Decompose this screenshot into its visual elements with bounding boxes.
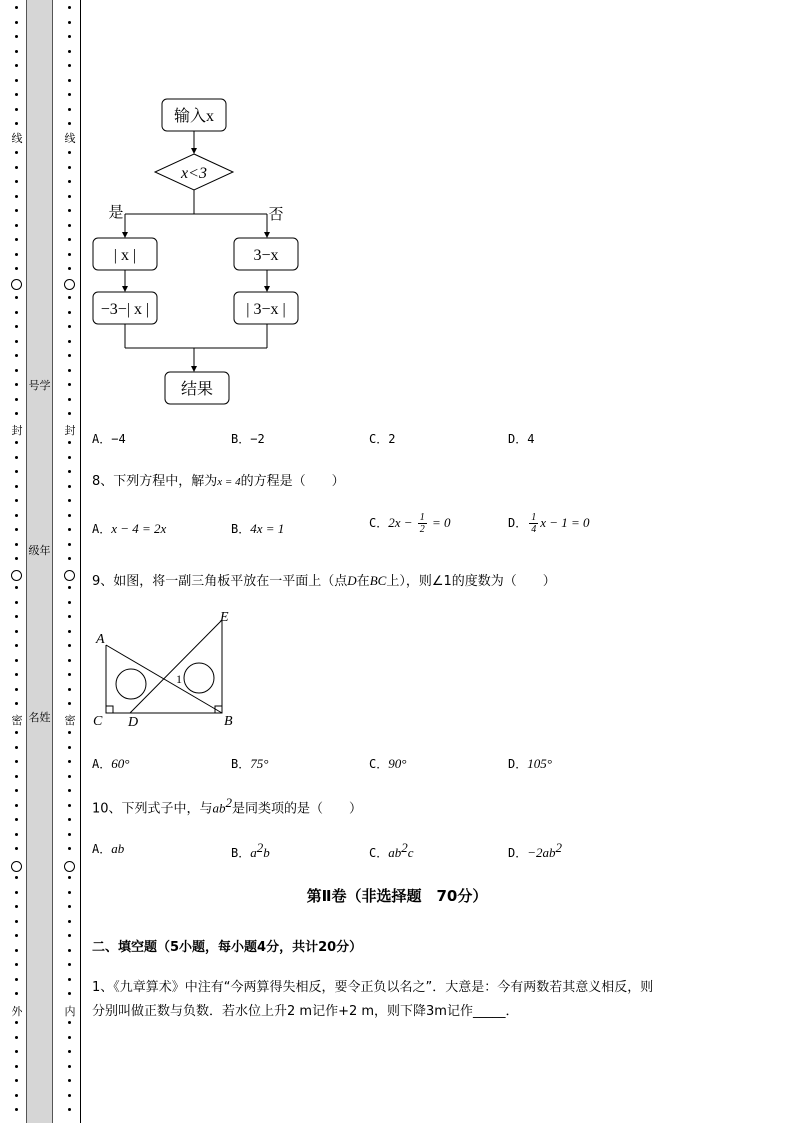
margin-dot [15, 21, 18, 24]
margin-dot [15, 456, 18, 459]
margin-dot [68, 166, 71, 169]
flow-yes-label: 是 [108, 205, 124, 221]
outer-circle-mark [11, 570, 22, 581]
margin-dot [68, 311, 71, 314]
inner-seal-seal: 封 [62, 424, 78, 438]
margin-dot [68, 383, 71, 386]
margin-dot [15, 224, 18, 227]
q8-option-c[interactable]: C．2x − $\frac{1}{2}$ = 0 [369, 512, 451, 535]
triangle-hole-left [116, 669, 146, 699]
inner-seal-line: 线 [62, 132, 78, 146]
q9-triangle-figure [92, 605, 242, 730]
margin-dot [15, 949, 18, 952]
part2-title: 第Ⅱ卷（非选择题 70分） [306, 887, 488, 905]
margin-dot [15, 470, 18, 473]
margin-dot [68, 151, 71, 154]
margin-dot [68, 673, 71, 676]
margin-dot [15, 833, 18, 836]
margin-dot [68, 920, 71, 923]
margin-dot [68, 659, 71, 662]
student-id-label: 号学 [28, 379, 51, 392]
margin-dot [68, 601, 71, 604]
margin-dot [68, 21, 71, 24]
margin-dot [15, 557, 18, 560]
margin-dot [68, 340, 71, 343]
margin-dot [68, 818, 71, 821]
margin-dot [15, 818, 18, 821]
name-label: 名姓 [28, 711, 51, 724]
margin-dot [15, 35, 18, 38]
q9-option-a[interactable]: A．60° [92, 756, 130, 771]
arrow-head [122, 232, 128, 238]
margin-dot [68, 789, 71, 792]
class-label: 级年 [28, 544, 51, 557]
margin-dot [68, 354, 71, 357]
margin-dot [15, 108, 18, 111]
margin-dot [68, 847, 71, 850]
flow-input-text: 输入x [173, 108, 215, 125]
margin-dot [15, 963, 18, 966]
margin-dot [68, 209, 71, 212]
flow-left-step1: | x | [113, 247, 137, 264]
margin-dot [15, 934, 18, 937]
margin-dot [15, 253, 18, 256]
margin-dot [15, 296, 18, 299]
q9-option-d[interactable]: D．105° [508, 756, 552, 771]
margin-dot [68, 224, 71, 227]
q9-stem: 9、如图，将一副三角板平放在一平面上（点D在BC上），则∠1的度数为（ ） [92, 573, 556, 589]
margin-dot [15, 992, 18, 995]
margin-dot [15, 760, 18, 763]
margin-dot [15, 804, 18, 807]
margin-dot [68, 1021, 71, 1024]
margin-dot [15, 1108, 18, 1111]
margin-dot [68, 253, 71, 256]
angle-1-label: 1 [176, 672, 182, 686]
margin-dot [68, 499, 71, 502]
outer-circle-mark [11, 279, 22, 290]
margin-dot [15, 702, 18, 705]
flow-output-text: 结果 [180, 381, 214, 398]
margin-dot [68, 50, 71, 53]
arrow-head [122, 286, 128, 292]
inner-dot-column [62, 0, 78, 1123]
margin-dot [15, 499, 18, 502]
margin-dot [68, 296, 71, 299]
q10-option-a[interactable]: A．ab [92, 841, 125, 856]
margin-dot [68, 180, 71, 183]
margin-dot [15, 267, 18, 270]
q8-stem: 8、下列方程中，解为x = 4的方程是（ ） [92, 474, 345, 489]
arrow-head [264, 286, 270, 292]
margin-dot [68, 412, 71, 415]
margin-dot [68, 456, 71, 459]
flow-condition-text: x<3 [181, 165, 207, 182]
margin-dot [68, 1036, 71, 1039]
margin-dot [15, 1021, 18, 1024]
margin-dot [68, 978, 71, 981]
margin-dot [15, 978, 18, 981]
margin-dot [15, 6, 18, 9]
margin-dot [15, 1036, 18, 1039]
margin-dot [68, 702, 71, 705]
margin-dot [68, 644, 71, 647]
q9-option-c[interactable]: C．90° [369, 756, 407, 771]
margin-dot [68, 6, 71, 9]
margin-dot [68, 833, 71, 836]
fill-blank-section-heading: 二、填空题（5小题，每小题4分，共计20分） [92, 940, 363, 955]
margin-dot [15, 543, 18, 546]
inner-circle-mark [64, 279, 75, 290]
q8-option-a[interactable]: A．x − 4 = 2x [92, 521, 167, 536]
outer-seal-secret: 密 [9, 714, 25, 728]
outer-dot-column [9, 0, 25, 1123]
margin-dot [15, 340, 18, 343]
flow-left-step2: −3−| x | [100, 301, 150, 318]
margin-dot [15, 746, 18, 749]
margin-dot [15, 369, 18, 372]
margin-dot [68, 369, 71, 372]
margin-dot [68, 35, 71, 38]
q10-option-b[interactable]: B．$a^2b$ [231, 840, 270, 860]
q7-option-a[interactable]: A．−4 [92, 432, 126, 446]
margin-dot [15, 731, 18, 734]
outer-seal-seal: 封 [9, 424, 25, 438]
inner-seal-inside: 内 [62, 1005, 78, 1019]
label-a: A [96, 632, 105, 647]
margin-dot [15, 412, 18, 415]
arrow-head [264, 232, 270, 238]
margin-dot [15, 79, 18, 82]
margin-dot [68, 470, 71, 473]
outer-circle-mark [11, 861, 22, 872]
q10-option-c[interactable]: C．$ab^2c$ [369, 840, 414, 860]
flow-right-step2: | 3−x | [246, 301, 286, 318]
margin-dot [68, 485, 71, 488]
flowchart [92, 95, 286, 410]
label-d: D [128, 715, 139, 730]
margin-dot [68, 760, 71, 763]
margin-dot [15, 238, 18, 241]
margin-dot [15, 673, 18, 676]
margin-dot [68, 934, 71, 937]
margin-dot [68, 630, 71, 633]
margin-dot [68, 963, 71, 966]
margin-dot [68, 775, 71, 778]
margin-dot [68, 1065, 71, 1068]
margin-dot [68, 108, 71, 111]
margin-dot [15, 441, 18, 444]
margin-dot [68, 1079, 71, 1082]
label-c: C [93, 714, 103, 729]
margin-dot [68, 514, 71, 517]
fill-blank-question-1 [92, 976, 752, 1024]
margin-dot [15, 659, 18, 662]
margin-dot [15, 122, 18, 125]
arrow-head [191, 366, 197, 372]
margin-dot [15, 586, 18, 589]
inner-circle-mark [64, 570, 75, 581]
margin-dot [68, 992, 71, 995]
margin-dot [68, 543, 71, 546]
margin-dot [68, 122, 71, 125]
q7-option-c[interactable]: C．2 [369, 432, 396, 446]
margin-dot [15, 1050, 18, 1053]
margin-dot [68, 557, 71, 560]
margin-dot [15, 1079, 18, 1082]
label-b: B [224, 714, 233, 729]
margin-dot [15, 209, 18, 212]
margin-dot [68, 93, 71, 96]
margin-dot [68, 528, 71, 531]
margin-dot [15, 195, 18, 198]
margin-dot [68, 804, 71, 807]
margin-dot [15, 601, 18, 604]
q8-option-b[interactable]: B．4x = 1 [231, 521, 285, 536]
margin-dot [15, 615, 18, 618]
margin-dot [15, 485, 18, 488]
margin-dot [68, 238, 71, 241]
triangle-hole-right [184, 663, 214, 693]
margin-dot [15, 920, 18, 923]
margin-dot [68, 731, 71, 734]
margin-dot [15, 528, 18, 531]
margin-dot [15, 166, 18, 169]
margin-dot [68, 615, 71, 618]
flow-no-label: 否 [268, 207, 284, 223]
margin-dot [68, 398, 71, 401]
margin-dot [15, 93, 18, 96]
outer-seal-outside: 外 [9, 1005, 25, 1019]
margin-dot [15, 644, 18, 647]
margin-dot [68, 79, 71, 82]
margin-dot [68, 586, 71, 589]
fill-q1-line2: 分别叫做正数与负数．若水位上升2 m记作+2 m，则下降3m记作_____． [92, 1004, 519, 1019]
margin-dot [15, 1094, 18, 1097]
inner-circle-mark [64, 861, 75, 872]
margin-dot [15, 847, 18, 850]
margin-dot [15, 311, 18, 314]
margin-dot [68, 441, 71, 444]
q9-option-b[interactable]: B．75° [231, 756, 269, 771]
flow-right-step1: 3−x [253, 247, 279, 264]
label-e: E [220, 610, 229, 625]
binding-margin [0, 0, 82, 1123]
margin-dot [15, 325, 18, 328]
margin-dot [68, 876, 71, 879]
q7-option-b[interactable]: B．−2 [231, 432, 265, 446]
margin-dot [15, 789, 18, 792]
margin-dot [15, 1065, 18, 1068]
q8-option-d[interactable]: D． $\frac{1}{4}$ x − 1 = 0 [508, 512, 590, 535]
margin-dot [68, 746, 71, 749]
margin-dot [68, 1108, 71, 1111]
margin-dot [15, 514, 18, 517]
margin-dot [15, 50, 18, 53]
outer-seal-line: 线 [9, 132, 25, 146]
q10-stem: 10、下列式子中，与$ab^2$是同类项的是（ ） [92, 795, 363, 817]
margin-dot [15, 383, 18, 386]
margin-dot [68, 949, 71, 952]
margin-dot [15, 180, 18, 183]
inner-seal-secret: 密 [62, 714, 78, 728]
margin-dot [15, 354, 18, 357]
margin-dot [15, 151, 18, 154]
q10-option-d[interactable]: D．$-2ab^2$ [508, 840, 563, 860]
q7-option-d[interactable]: D．4 [508, 432, 535, 446]
margin-dot [68, 1094, 71, 1097]
margin-dot [15, 775, 18, 778]
margin-dot [68, 688, 71, 691]
margin-dot [68, 325, 71, 328]
binding-edge-line [80, 0, 81, 1123]
fill-q1-line1: 1、《九章算术》中注有“今两算得失相反，要令正负以名之”．大意是：今有两数若其意义相反，则 [92, 980, 654, 995]
margin-dot [68, 64, 71, 67]
margin-dot [15, 64, 18, 67]
margin-dot [15, 630, 18, 633]
arrow-head [191, 148, 197, 154]
margin-dot [15, 876, 18, 879]
margin-dot [68, 195, 71, 198]
margin-dot [15, 398, 18, 401]
margin-dot [68, 1050, 71, 1053]
margin-dot [15, 688, 18, 691]
margin-dot [68, 267, 71, 270]
binding-gray-band [26, 0, 53, 1123]
